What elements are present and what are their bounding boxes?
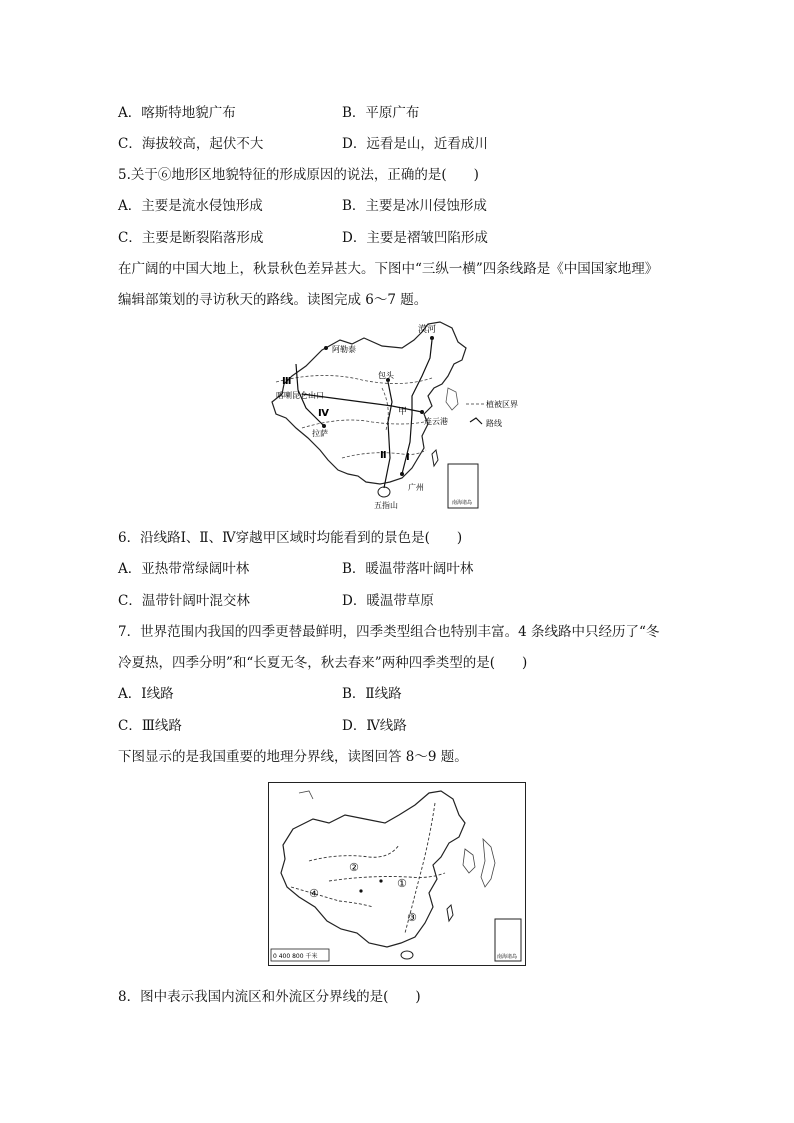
q6-stem: 6．沿线路Ⅰ、Ⅱ、Ⅳ穿越甲区域时均能看到的景色是( ) — [118, 530, 463, 546]
q4-option-d: D．远看是山，近看成川 — [342, 136, 488, 152]
q6-option-c: C．温带针阔叶混交林 — [118, 593, 250, 609]
q7-option-b: B．Ⅱ线路 — [342, 686, 402, 702]
label-kunlun: 喀喇昆仑山口 — [276, 391, 324, 400]
q6-option-b: B．暖温带落叶阔叶林 — [342, 561, 474, 577]
legend-route-line — [470, 418, 482, 424]
boundary-map-svg — [269, 783, 525, 965]
label-baotou: 包头 — [378, 371, 394, 380]
q6-option-d: D．暖温带草原 — [342, 593, 434, 609]
veg-boundary-1 — [276, 375, 432, 383]
q7-stem-line2: 冷夏热，四季分明”和“长夏无冬，秋去春来”两种四季类型的是( ) — [118, 655, 528, 671]
q7-option-c: C．Ⅲ线路 — [118, 718, 182, 734]
legend-route-label: 路线 — [486, 419, 502, 428]
q5-option-c: C．主要是断裂陷落形成 — [118, 230, 264, 246]
q7-option-a: A．Ⅰ线路 — [118, 686, 174, 702]
inset-label-2: 南海诸岛 — [497, 954, 518, 960]
label-wuzhishan: 五指山 — [374, 501, 398, 510]
lasa-dot — [322, 424, 326, 428]
q5-option-a: A．主要是流水侵蚀形成 — [118, 198, 263, 214]
lake-outline — [299, 791, 313, 799]
lianyungang-dot — [420, 410, 424, 414]
q5-option-d: D．主要是褶皱凹陷形成 — [342, 230, 488, 246]
veg-boundary-2 — [302, 420, 424, 428]
q7-stem-line1: 7．世界范围内我国的四季更替最鲜明，四季类型组合也特别丰富。4 条线路中只经历了“冬 — [118, 624, 660, 640]
inset-label: 南海诸岛 — [452, 500, 473, 506]
boundary-1 — [329, 873, 445, 881]
label-m1: ① — [397, 877, 407, 890]
route-II — [384, 382, 392, 488]
q4-option-c: C．海拔较高，起伏不大 — [118, 136, 264, 152]
q6-option-a: A．亚热带常绿阔叶林 — [118, 561, 250, 577]
city-dot-1 — [379, 879, 382, 882]
boundary-2 — [309, 845, 399, 861]
boundary-map — [268, 782, 526, 966]
q4-option-a: A．喀斯特地貌广布 — [118, 105, 236, 121]
q8-stem: 8．图中表示我国内流区和外流区分界线的是( ) — [118, 989, 421, 1005]
taiwan-outline-2 — [447, 905, 453, 921]
japan-outline — [481, 839, 495, 887]
q4-option-b: B．平原广布 — [342, 105, 420, 121]
legend-veg-label: 植被区界 — [486, 400, 518, 409]
label-m2: ② — [349, 861, 359, 874]
china-outline-2 — [281, 791, 465, 947]
intro-6-7-line2: 编辑部策划的寻访秋天的路线。读图完成 6～7 题。 — [118, 292, 428, 308]
label-route-III: Ⅲ — [282, 376, 292, 387]
route-map-svg — [262, 318, 542, 516]
route-map — [262, 318, 542, 516]
q7-option-d: D．Ⅳ线路 — [342, 718, 407, 734]
korea-outline — [446, 388, 458, 410]
scale-label: 0 400 800 千米 — [273, 953, 318, 960]
label-guangzhou: 广州 — [408, 483, 424, 492]
q5-option-b: B．主要是冰川侵蚀形成 — [342, 198, 487, 214]
hainan-outline-2 — [401, 951, 413, 959]
veg-boundary-4 — [382, 388, 388, 430]
intro-8-9: 下图显示的是我国重要的地理分界线，读图回答 8～9 题。 — [118, 749, 468, 765]
label-m4: ④ — [309, 887, 319, 900]
hainan-outline — [378, 487, 390, 497]
korea-outline-2 — [463, 849, 475, 873]
q5-stem: 5.关于⑥地形区地貌特征的形成原因的说法，正确的是( ) — [118, 167, 479, 183]
label-aletai: 阿勒泰 — [332, 345, 356, 354]
aletai-dot — [324, 346, 328, 350]
label-route-IV: Ⅳ — [318, 408, 329, 419]
label-jia: 甲 — [398, 407, 408, 417]
label-route-I: Ⅰ — [406, 452, 410, 463]
label-lianyungang: 连云港 — [424, 417, 448, 426]
taiwan-outline — [432, 450, 438, 466]
label-lasa: 拉萨 — [312, 429, 328, 438]
label-mohe: 漠河 — [418, 325, 437, 335]
intro-6-7-line1: 在广阔的中国大地上，秋景秋色差异甚大。下图中“三纵一横”四条线路是《中国国家地理》 — [118, 261, 659, 277]
mohe-dot — [430, 336, 434, 340]
label-route-II: Ⅱ — [380, 450, 387, 461]
label-m3: ③ — [407, 911, 417, 924]
guangzhou-dot — [400, 472, 404, 476]
city-dot-2 — [359, 889, 362, 892]
